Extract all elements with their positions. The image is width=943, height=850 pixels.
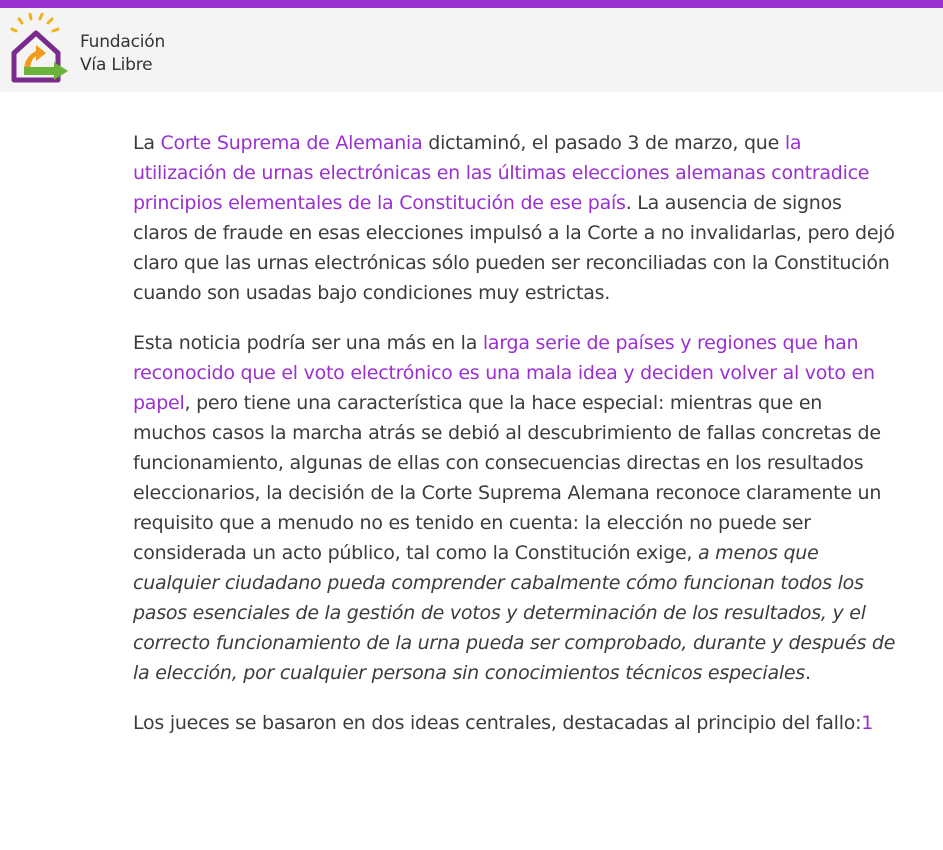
p1-text-3: . La ausencia de signos claros de fraude en esas elecciones impulsó a la Corte a no invalidarlas, pero dejó claro que las urnas electrónicas sólo pueden ser reconciliadas con la Constitución cuando son usadas bajo condiciones muy estrictas. <box>133 192 895 304</box>
p3-text-1: Los jueces se basaron en dos ideas centrales, destacadas al principio del fallo: <box>133 712 862 734</box>
article-paragraph-2 <box>133 328 898 688</box>
p2-italic-quote: a menos que cualquier ciudadano pueda comprender cabalmente cómo funcionan todos los pasos esenciales de la gestión de votos y determinación de los resultados, y el correcto funcionamiento de la urna pueda ser comprobado, durante y después de la elección, por cualquier persona sin conocimientos técnicos especiales <box>133 542 896 684</box>
logo-text <box>80 31 165 77</box>
logo-text-line2: Vía Libre <box>80 55 153 75</box>
p2-text-2: , pero tiene una característica que la hace especial: mientras que en muchos casos la marcha atrás se debió al descubrimiento de fallas concretas de funcionamiento, algunas de ellas con consecuencias directas en los resultados eleccionarios, la decisión de la Corte Suprema Alemana reconoce claramente un requisito que a menudo no es tenido en cuenta: la elección no puede ser considerada un acto público, tal como la Constitución exige, <box>133 392 882 564</box>
p1-text-2: dictaminó, el pasado 3 de marzo, que <box>422 132 785 154</box>
p1-text-1: La <box>133 132 161 154</box>
link-corte-suprema[interactable]: Corte Suprema de Alemania <box>160 132 423 154</box>
article-body <box>133 128 898 758</box>
site-header <box>0 8 943 92</box>
logo-text-line1: Fundación <box>80 32 166 52</box>
p2-text-1: Esta noticia podría ser una más en la <box>133 332 483 354</box>
p2-text-3: . <box>804 662 811 684</box>
link-larga-serie[interactable]: larga serie de países y regiones que han reconocido que el voto electrónico es una mala idea y deciden volver al voto en papel <box>133 332 875 414</box>
article-paragraph-3 <box>133 708 898 738</box>
article-paragraph-1 <box>133 128 898 308</box>
fundacion-via-libre-logo-icon <box>10 13 74 83</box>
top-accent-strip <box>0 0 943 8</box>
link-urnas-contradice[interactable]: la utilización de urnas electrónicas en las últimas elecciones alemanas contradice principios elementales de la Constitución de ese país <box>133 132 870 214</box>
site-logo-link[interactable] <box>10 13 180 83</box>
footnote-link-1[interactable]: 1 <box>861 712 874 734</box>
